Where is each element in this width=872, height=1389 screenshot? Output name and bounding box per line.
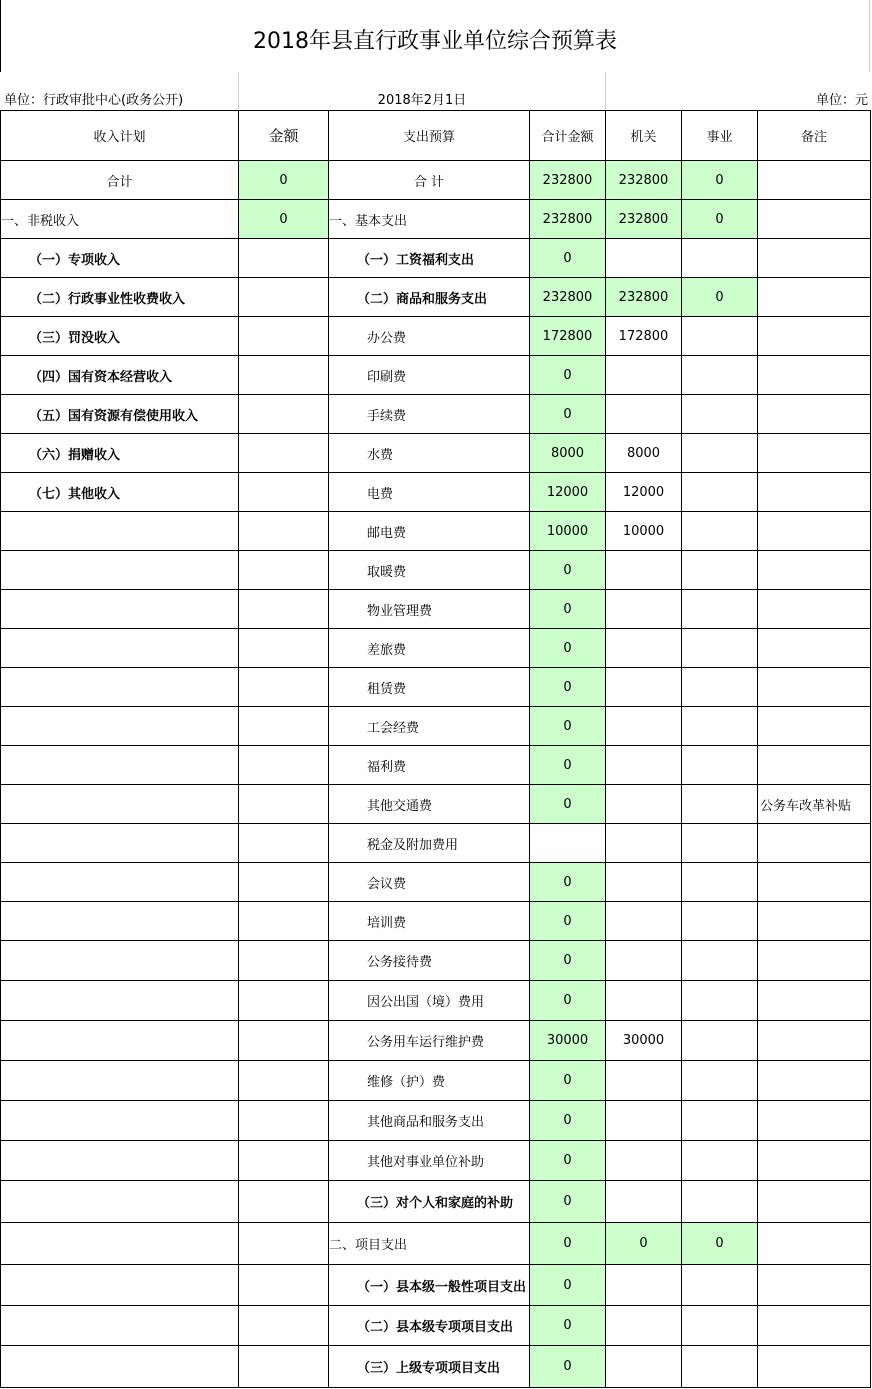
expense-item: 福利费: [329, 746, 530, 785]
agency-amount: 0: [606, 1223, 682, 1265]
income-item: （七）其他收入: [1, 473, 239, 512]
institution-amount: [682, 395, 758, 434]
institution-amount: [682, 824, 758, 863]
table-row: [1, 1101, 871, 1141]
institution-amount: [682, 941, 758, 981]
expense-item: （二）县本级专项项目支出: [329, 1306, 530, 1346]
total-amount: 0: [530, 746, 606, 785]
header-expense-budget: 支出预算: [329, 111, 530, 161]
total-amount: 0: [530, 551, 606, 590]
income-amount: [239, 981, 329, 1021]
total-amount: 0: [530, 1061, 606, 1101]
expense-item: （三）上级专项项目支出: [329, 1346, 530, 1388]
income-item: [1, 668, 239, 707]
remark-cell: [758, 1265, 871, 1306]
expense-item: 因公出国（境）费用: [329, 981, 530, 1021]
income-item: [1, 1021, 239, 1061]
income-item: [1, 981, 239, 1021]
institution-amount: 0: [682, 1223, 758, 1265]
header-total-amount: 合计金额: [530, 111, 606, 161]
total-amount: 0: [530, 1181, 606, 1223]
table-row: [1, 161, 871, 200]
sheet-title: 2018年县直行政事业单位综合预算表: [0, 0, 870, 72]
remark-cell: [758, 278, 871, 317]
income-item: （六）捐赠收入: [1, 434, 239, 473]
income-amount: 0: [239, 161, 329, 200]
income-item: [1, 863, 239, 902]
institution-amount: [682, 863, 758, 902]
meta-row: [0, 72, 870, 110]
agency-amount: [606, 551, 682, 590]
remark-cell: [758, 239, 871, 278]
income-item: [1, 941, 239, 981]
institution-amount: [682, 590, 758, 629]
total-amount: 0: [530, 863, 606, 902]
income-amount: [239, 239, 329, 278]
table-row: [1, 395, 871, 434]
expense-item: 物业管理费: [329, 590, 530, 629]
header-income-plan: 收入计划: [1, 111, 239, 161]
total-amount: 0: [530, 356, 606, 395]
table-row: [1, 1141, 871, 1181]
total-amount: 0: [530, 981, 606, 1021]
expense-item: 公务接待费: [329, 941, 530, 981]
table-row: [1, 1306, 871, 1346]
income-item: [1, 1265, 239, 1306]
agency-amount: [606, 1265, 682, 1306]
total-amount: 12000: [530, 473, 606, 512]
table-row: [1, 1223, 871, 1265]
agency-amount: [606, 356, 682, 395]
total-amount: 0: [530, 1101, 606, 1141]
institution-amount: [682, 1101, 758, 1141]
income-amount: [239, 707, 329, 746]
income-amount: [239, 395, 329, 434]
expense-item: 差旅费: [329, 629, 530, 668]
table-row: [1, 239, 871, 278]
expense-item: 税金及附加费用: [329, 824, 530, 863]
income-amount: [239, 863, 329, 902]
institution-amount: [682, 356, 758, 395]
income-amount: [239, 668, 329, 707]
agency-amount: [606, 785, 682, 824]
income-item: [1, 1061, 239, 1101]
remark-cell: [758, 863, 871, 902]
income-item: （四）国有资本经营收入: [1, 356, 239, 395]
institution-amount: [682, 746, 758, 785]
agency-amount: [606, 707, 682, 746]
agency-amount: [606, 902, 682, 941]
institution-amount: 0: [682, 278, 758, 317]
income-item: [1, 1101, 239, 1141]
income-item: [1, 1346, 239, 1388]
expense-item: （一）县本级一般性项目支出: [329, 1265, 530, 1306]
income-item: [1, 785, 239, 824]
total-amount: 0: [530, 1346, 606, 1388]
agency-amount: [606, 1141, 682, 1181]
table-row: [1, 356, 871, 395]
table-row: [1, 668, 871, 707]
table-row: [1, 317, 871, 356]
total-amount: 172800: [530, 317, 606, 356]
agency-amount: [606, 629, 682, 668]
institution-amount: [682, 902, 758, 941]
table-row: [1, 512, 871, 551]
remark-cell: [758, 356, 871, 395]
institution-amount: [682, 707, 758, 746]
agency-amount: [606, 863, 682, 902]
income-amount: [239, 473, 329, 512]
income-item: [1, 824, 239, 863]
income-item: （二）行政事业性收费收入: [1, 278, 239, 317]
total-amount: 0: [530, 941, 606, 981]
total-amount: 232800: [530, 161, 606, 200]
income-item: [1, 902, 239, 941]
agency-amount: 30000: [606, 1021, 682, 1061]
total-amount: 0: [530, 395, 606, 434]
institution-amount: [682, 551, 758, 590]
income-item: （一）专项收入: [1, 239, 239, 278]
table-row: [1, 785, 871, 824]
total-amount: 0: [530, 785, 606, 824]
remark-cell: [758, 551, 871, 590]
agency-amount: 232800: [606, 200, 682, 239]
income-amount: [239, 746, 329, 785]
header-institution: 事业: [682, 111, 758, 161]
institution-amount: [682, 1021, 758, 1061]
expense-item: 公务用车运行维护费: [329, 1021, 530, 1061]
expense-item: 其他商品和服务支出: [329, 1101, 530, 1141]
total-amount: 0: [530, 668, 606, 707]
expense-item: （一）工资福利支出: [329, 239, 530, 278]
header-amount: 金额: [239, 111, 329, 161]
income-amount: [239, 785, 329, 824]
agency-amount: [606, 1346, 682, 1388]
remark-cell: [758, 1346, 871, 1388]
expense-item: 电费: [329, 473, 530, 512]
agency-amount: [606, 1306, 682, 1346]
total-amount: 0: [530, 1265, 606, 1306]
remark-cell: [758, 200, 871, 239]
expense-item: 水费: [329, 434, 530, 473]
agency-amount: [606, 1061, 682, 1101]
income-amount: 0: [239, 200, 329, 239]
expense-item: （二）商品和服务支出: [329, 278, 530, 317]
income-item: [1, 629, 239, 668]
remark-cell: [758, 1021, 871, 1061]
remark-cell: [758, 1061, 871, 1101]
institution-amount: 0: [682, 161, 758, 200]
income-amount: [239, 512, 329, 551]
remark-cell: [758, 1306, 871, 1346]
agency-amount: [606, 395, 682, 434]
total-amount: 232800: [530, 278, 606, 317]
institution-amount: [682, 317, 758, 356]
income-item: （三）罚没收入: [1, 317, 239, 356]
income-item: [1, 746, 239, 785]
expense-item: 维修（护）费: [329, 1061, 530, 1101]
unit-label: 单位：行政审批中心(政务公开): [4, 93, 184, 108]
institution-amount: [682, 512, 758, 551]
table-row: [1, 1181, 871, 1223]
total-amount: 30000: [530, 1021, 606, 1061]
budget-table: [0, 110, 871, 1388]
report-date: 2018年2月1日: [377, 93, 467, 108]
income-amount: [239, 629, 329, 668]
income-amount: [239, 1181, 329, 1223]
income-amount: [239, 1223, 329, 1265]
income-amount: [239, 1021, 329, 1061]
table-row: [1, 200, 871, 239]
institution-amount: [682, 1061, 758, 1101]
remark-cell: [758, 746, 871, 785]
remark-cell: [758, 473, 871, 512]
agency-amount: [606, 1181, 682, 1223]
income-amount: [239, 356, 329, 395]
table-row: [1, 981, 871, 1021]
income-item: （五）国有资源有偿使用收入: [1, 395, 239, 434]
total-amount: 0: [530, 1141, 606, 1181]
table-row: [1, 1346, 871, 1388]
total-amount: 0: [530, 1306, 606, 1346]
expense-item: 培训费: [329, 902, 530, 941]
institution-amount: [682, 1181, 758, 1223]
total-amount: 0: [530, 239, 606, 278]
income-amount: [239, 1306, 329, 1346]
remark-cell: [758, 902, 871, 941]
agency-amount: [606, 590, 682, 629]
total-amount: 0: [530, 902, 606, 941]
agency-amount: 10000: [606, 512, 682, 551]
agency-amount: [606, 239, 682, 278]
income-item: [1, 512, 239, 551]
remark-cell: [758, 512, 871, 551]
institution-amount: [682, 1306, 758, 1346]
institution-amount: [682, 668, 758, 707]
total-amount: 232800: [530, 200, 606, 239]
remark-cell: [758, 707, 871, 746]
income-item: [1, 590, 239, 629]
institution-amount: [682, 1265, 758, 1306]
expense-item: 手续费: [329, 395, 530, 434]
total-amount: 0: [530, 707, 606, 746]
header-remark: 备注: [758, 111, 871, 161]
income-amount: [239, 941, 329, 981]
expense-item: 合 计: [329, 161, 530, 200]
income-amount: [239, 434, 329, 473]
remark-cell: [758, 434, 871, 473]
expense-item: 办公费: [329, 317, 530, 356]
income-item: 合计: [1, 161, 239, 200]
total-amount: 0: [530, 629, 606, 668]
income-amount: [239, 824, 329, 863]
table-row: [1, 863, 871, 902]
income-item: [1, 1223, 239, 1265]
expense-item: 印刷费: [329, 356, 530, 395]
agency-amount: 12000: [606, 473, 682, 512]
header-agency: 机关: [606, 111, 682, 161]
header-row: [1, 111, 871, 161]
expense-item: 其他交通费: [329, 785, 530, 824]
income-item: [1, 707, 239, 746]
expense-item: 租赁费: [329, 668, 530, 707]
remark-cell: [758, 161, 871, 200]
income-amount: [239, 590, 329, 629]
remark-cell: [758, 981, 871, 1021]
expense-item: 一、基本支出: [329, 200, 530, 239]
income-amount: [239, 1265, 329, 1306]
agency-amount: 8000: [606, 434, 682, 473]
remark-cell: 公务车改革补贴: [758, 785, 871, 824]
table-row: [1, 278, 871, 317]
expense-item: 工会经费: [329, 707, 530, 746]
table-row: [1, 473, 871, 512]
total-amount: 0: [530, 1223, 606, 1265]
agency-amount: 232800: [606, 161, 682, 200]
expense-item: 会议费: [329, 863, 530, 902]
expense-item: 邮电费: [329, 512, 530, 551]
total-amount: 8000: [530, 434, 606, 473]
total-amount: 0: [530, 590, 606, 629]
table-row: [1, 1021, 871, 1061]
agency-amount: [606, 981, 682, 1021]
income-amount: [239, 317, 329, 356]
institution-amount: [682, 981, 758, 1021]
agency-amount: 232800: [606, 278, 682, 317]
income-amount: [239, 1346, 329, 1388]
remark-cell: [758, 590, 871, 629]
currency-label: 单位：元: [815, 93, 868, 108]
remark-cell: [758, 317, 871, 356]
income-item: [1, 1141, 239, 1181]
table-row: [1, 590, 871, 629]
table-row: [1, 824, 871, 863]
expense-item: 其他对事业单位补助: [329, 1141, 530, 1181]
table-row: [1, 902, 871, 941]
expense-item: 二、项目支出: [329, 1223, 530, 1265]
agency-amount: [606, 746, 682, 785]
expense-item: 取暖费: [329, 551, 530, 590]
income-amount: [239, 902, 329, 941]
table-row: [1, 551, 871, 590]
income-amount: [239, 1061, 329, 1101]
institution-amount: [682, 473, 758, 512]
agency-amount: 172800: [606, 317, 682, 356]
income-amount: [239, 1141, 329, 1181]
income-item: [1, 551, 239, 590]
table-row: [1, 941, 871, 981]
table-row: [1, 1265, 871, 1306]
income-item: 一、非税收入: [1, 200, 239, 239]
income-amount: [239, 278, 329, 317]
income-item: [1, 1181, 239, 1223]
remark-cell: [758, 1223, 871, 1265]
agency-amount: [606, 941, 682, 981]
income-amount: [239, 1101, 329, 1141]
remark-cell: [758, 1181, 871, 1223]
remark-cell: [758, 395, 871, 434]
agency-amount: [606, 668, 682, 707]
table-row: [1, 629, 871, 668]
agency-amount: [606, 1101, 682, 1141]
total-amount: [530, 824, 606, 863]
institution-amount: 0: [682, 200, 758, 239]
remark-cell: [758, 1141, 871, 1181]
remark-cell: [758, 941, 871, 981]
institution-amount: [682, 434, 758, 473]
remark-cell: [758, 668, 871, 707]
table-row: [1, 434, 871, 473]
income-item: [1, 1306, 239, 1346]
institution-amount: [682, 785, 758, 824]
agency-amount: [606, 824, 682, 863]
remark-cell: [758, 824, 871, 863]
table-row: [1, 707, 871, 746]
remark-cell: [758, 1101, 871, 1141]
institution-amount: [682, 1141, 758, 1181]
institution-amount: [682, 629, 758, 668]
table-row: [1, 746, 871, 785]
table-row: [1, 1061, 871, 1101]
remark-cell: [758, 629, 871, 668]
expense-item: （三）对个人和家庭的补助: [329, 1181, 530, 1223]
institution-amount: [682, 1346, 758, 1388]
total-amount: 10000: [530, 512, 606, 551]
income-amount: [239, 551, 329, 590]
institution-amount: [682, 239, 758, 278]
